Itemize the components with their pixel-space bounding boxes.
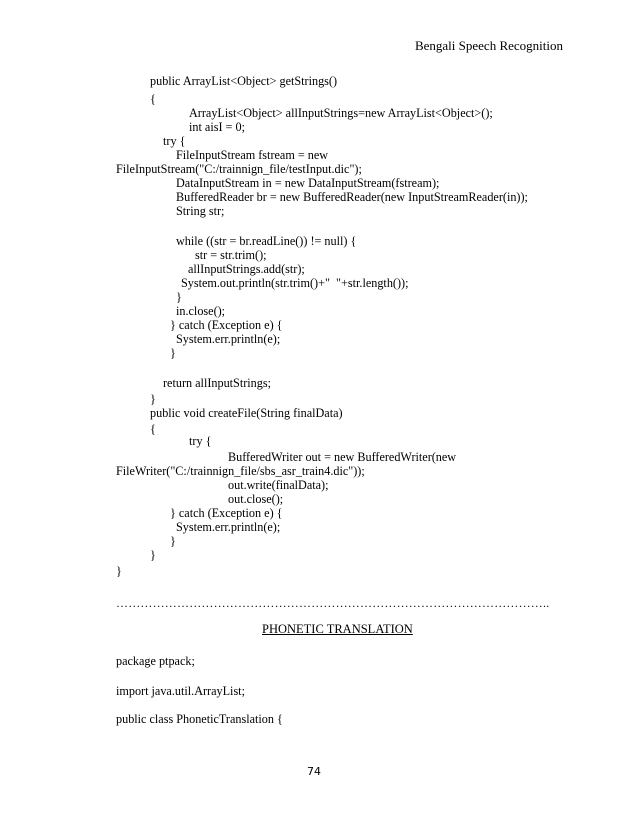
code-line: }	[170, 346, 176, 360]
code-line: } catch (Exception e) {	[170, 318, 283, 332]
code-line: }	[170, 534, 176, 548]
code-line: FileInputStream("C:/trainnign_file/testInput.dic");	[116, 162, 362, 176]
code-line: out.write(finalData);	[228, 478, 329, 492]
code-line: BufferedWriter out = new BufferedWriter(new	[228, 450, 457, 464]
code-line: allInputStrings.add(str);	[188, 262, 305, 276]
code-line: System.err.println(e);	[176, 332, 281, 346]
body-line: public class PhoneticTranslation {	[116, 712, 283, 726]
code-line: } catch (Exception e) {	[170, 506, 283, 520]
body-line: import java.util.ArrayList;	[116, 684, 245, 698]
section-title: PHONETIC TRANSLATION	[262, 622, 413, 636]
page-number: 74	[307, 765, 321, 778]
code-line: in.close();	[176, 304, 226, 318]
code-line: str = str.trim();	[195, 248, 267, 262]
code-line: return allInputStrings;	[163, 376, 271, 390]
code-line: }	[150, 392, 156, 406]
code-line: int aisI = 0;	[189, 120, 245, 134]
code-line: FileInputStream fstream = new	[176, 148, 329, 162]
dotted-separator: ……………………………………………………………………………………………..	[116, 596, 550, 610]
code-line: BufferedReader br = new BufferedReader(new InputStreamReader(in));	[176, 190, 528, 204]
code-line: {	[150, 422, 156, 436]
code-line: System.err.println(e);	[176, 520, 281, 534]
code-line: try {	[163, 134, 186, 148]
code-line: }	[176, 290, 182, 304]
running-header: Bengali Speech Recognition	[414, 38, 563, 53]
code-line: FileWriter("C:/trainnign_file/sbs_asr_train4.dic"));	[116, 464, 365, 478]
code-line: String str;	[176, 204, 225, 218]
body-line: package ptpack;	[116, 654, 195, 668]
code-line: }	[150, 548, 156, 562]
code-line: DataInputStream in = new DataInputStream(fstream);	[176, 176, 440, 190]
code-line: public ArrayList<Object> getStrings()	[150, 74, 338, 88]
code-line: try {	[189, 434, 212, 448]
code-line: System.out.println(str.trim()+" "+str.length());	[181, 276, 409, 290]
code-line: while ((str = br.readLine()) != null) {	[176, 234, 357, 248]
code-line: }	[116, 564, 122, 578]
code-line: ArrayList<Object> allInputStrings=new ArrayList<Object>();	[189, 106, 493, 120]
code-line: public void createFile(String finalData)	[150, 406, 343, 420]
code-line: {	[150, 92, 156, 106]
code-line: out.close();	[228, 492, 284, 506]
